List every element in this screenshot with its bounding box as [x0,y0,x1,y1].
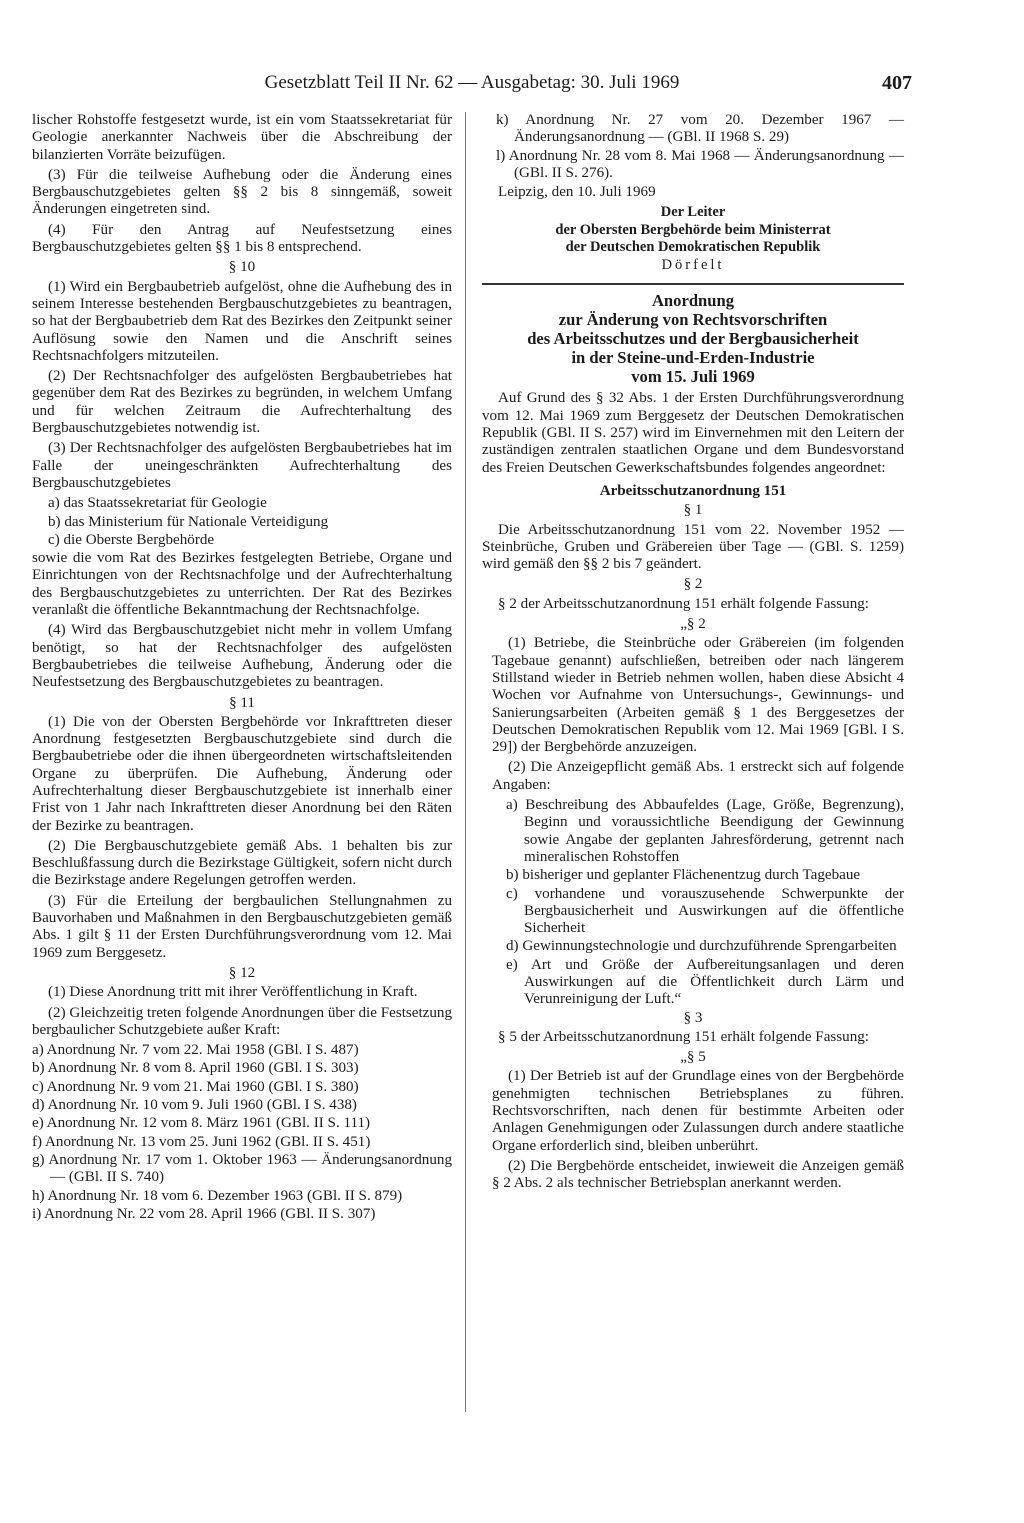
paragraph: (1) Der Betrieb ist auf der Grundlage eines von der Bergbehörde genehmigten technischen Betriebsplanes zu führen. Rechtsvorschriften, nach denen für bestimmte Arbeiten oder Anlagen Genehmigungen oder Zulassungen durch andere staatliche Organe erforderlich sind, bleiben unberührt. [492,1068,904,1154]
signature-line: der Deutschen Demokratischen Republik [565,239,821,256]
list-item: b) das Ministerium für Nationale Verteidigung [48,513,329,530]
enumeration-list [492,797,904,1009]
quoted-text [492,635,904,1008]
list-item: b) bisheriger und geplanter Flächenentzug durch Tagebaue [506,867,861,884]
paragraph: (1) Wird ein Bergbaubetrieb aufgelöst, ohne die Aufhebung des in seinem Interesse bestehenden Bergbauschutzgebietes zu beantragen, so hat der Bergbaubetrieb dem Rat des Bezirkes den Zeitpunkt seiner Auflösung sowie den Namen und die Anschrift seines Rechtsnachfolgers mitzuteilen. [32,278,452,364]
repealed-orders-list [32,1042,452,1223]
page-number: 407 [882,72,912,94]
list-item: f) Anordnung Nr. 13 vom 25. Juni 1962 (GBl. II S. 451) [32,1133,371,1150]
section-heading: § 2 [683,576,703,593]
paragraph: (1) Diese Anordnung tritt mit ihrer Veröffentlichung in Kraft. [48,984,418,1001]
list-item: b) Anordnung Nr. 8 vom 8. April 1960 (GBl. I S. 303) [32,1060,359,1077]
paragraph: (1) Betriebe, die Steinbrüche oder Gräbereien (im folgenden Tagebaue genannt) aufschließen, betreiben oder nach längerem Stillstand wieder in Betrieb nehmen wollen, haben diese Absicht 4 Wochen vor Aufnahme von Untersuchungs-, Gewinnungs- und Sanierungsarbeiten (Arbeiten gemäß § 1 des Berggesetzes der Deutschen Demokratischen Republik vom 12. Mai 1969 [GBl. I S. 29]) der Bergbehörde anzuzeigen. [492,635,904,756]
paragraph: (2) Der Rechtsnachfolger des aufgelösten Bergbaubetriebes hat gegenüber dem Rat des Bezirkes zu begründen, in welchem Umfang und für welchen Zeitraum die Aufrechterhaltung des Bergbauschutzgebietes notwendig ist. [32,368,452,437]
paragraph: sowie die vom Rat des Bezirkes festgelegten Betriebe, Organe und Einrichtungen von der Rechtsnachfolge und der Aufrechterhaltung des Bergbauschutzgebietes zu unterrichten. Der Rat des Bezirkes veranlaßt die öffentliche Bekanntmachung der Rechtsnachfolge. [32,550,452,619]
quoted-text [492,1068,904,1192]
signature-block [482,204,904,274]
paragraph: (2) Gleichzeitig treten folgende Anordnungen über die Festsetzung bergbaulicher Schutzgebiete außer Kraft: [32,1004,452,1038]
title-line: in der Steine-und-Erden-Industrie [571,348,815,368]
paragraph: Die Arbeitsschutzanordnung 151 vom 22. November 1952 — Steinbrüche, Gruben und Gräbereien über Tage — (GBl. S. 1259) wird gemäß den §§ 2 bis 7 geändert. [482,521,904,573]
left-column [32,112,452,1224]
signatory-name: Dörfelt [661,256,725,273]
list-item: e) Anordnung Nr. 12 vom 8. März 1961 (GBl. II S. 111) [32,1115,371,1132]
paragraph: (3) Für die teilweise Aufhebung oder die Änderung eines Bergbauschutzgebietes gelten §§ 2 bis 8 sinngemäß, soweit Änderungen eingetreten sind. [32,166,452,218]
paragraph: (3) Für die Erteilung der bergbaulichen Stellungnahmen zu Bauvorhaben und Maßnahmen in den Bergbauschutzgebieten gemäß Abs. 1 gilt § 11 der Ersten Durchführungsverordnung vom 12. Mai 1969 zum Berggesetz. [32,892,452,961]
column-divider [465,112,466,1412]
list-item: k) Anordnung Nr. 27 vom 20. Dezember 1967 — Änderungsanordnung — (GBl. II 1968 S. 29) [496,112,904,146]
paragraph: Auf Grund des § 32 Abs. 1 der Ersten Durchführungsverordnung vom 12. Mai 1969 zum Berggesetz der Deutschen Demokratischen Republik (GBl. II S. 257) wird im Einvernehmen mit den Leitern der zuständigen zentralen staatlichen Organe und dem Bundesvorstand des Freien Deutschen Gewerkschaftsbundes folgendes angeordnet: [482,390,904,476]
signature-line: Der Leiter [660,204,726,221]
section-heading: § 3 [683,1009,703,1026]
section-heading: § 1 [683,502,703,519]
section-heading: § 12 [228,964,256,981]
list-item: l) Anordnung Nr. 28 vom 8. Mai 1968 — Änderungsanordnung — (GBl. II S. 276). [496,147,904,181]
paragraph: § 2 der Arbeitsschutzanordnung 151 erhält folgende Fassung: [498,595,869,612]
list-item: a) das Staatssekretariat für Geologie [48,495,267,512]
section-heading: § 11 [229,694,255,711]
enumeration-list [48,495,452,549]
title-line: zur Änderung von Rechtsvorschriften [558,310,828,330]
paragraph: (2) Die Bergbauschutzgebiete gemäß Abs. 1 behalten bis zur Beschlußfassung durch die Bezirkstage Gültigkeit, sofern nicht durch die Bezirkstage andere Regelungen getroffen werden. [32,837,453,889]
list-item: c) vorhandene und vorauszusehende Schwerpunkte der Bergbausicherheit und Auswirkungen auf die öffentliche Sicherheit [506,885,904,937]
quoted-section-heading: „§ 5 [680,1049,706,1066]
repealed-orders-list-continued [496,112,904,182]
signature-line: der Obersten Bergbehörde beim Ministerrat [555,221,831,238]
paragraph: (4) Für den Antrag auf Neufestsetzung eines Bergbauschutzgebietes gelten §§ 1 bis 8 entsprechend. [32,221,452,256]
section-heading: § 10 [228,259,256,276]
separator-rule [482,283,904,285]
list-item: a) Anordnung Nr. 7 vom 22. Mai 1958 (GBl. I S. 487) [32,1042,359,1059]
ordinance-title [482,291,904,386]
paragraph: (2) Die Bergbehörde entscheidet, inwieweit die Anzeigen gemäß § 2 Abs. 2 als technischer Betriebsplan anerkannt werden. [492,1157,904,1192]
list-item: i) Anordnung Nr. 22 vom 28. April 1966 (GBl. II S. 307) [32,1205,376,1222]
list-item: h) Anordnung Nr. 18 vom 6. Dezember 1963 (GBl. II S. 879) [32,1187,403,1204]
list-item: a) Beschreibung des Abbaufeldes (Lage, Größe, Begrenzung), Beginn und voraussichtliche Beendigung der Gewinnung sowie Angabe der geplanten Jahresförderung, getrennt nach mineralischen Rohstoffen [506,797,904,865]
list-item: c) Anordnung Nr. 9 vom 21. Mai 1960 (GBl. I S. 380) [32,1078,359,1095]
subtitle: Arbeitsschutzanordnung 151 [599,482,787,499]
title-line: vom 15. Juli 1969 [631,367,755,387]
list-item: d) Gewinnungstechnologie und durchzuführende Sprengarbeiten [506,938,897,955]
title-line: Anordnung [651,291,735,311]
paragraph: (3) Der Rechtsnachfolger des aufgelösten Bergbaubetriebes hat im Falle der uneingeschränkten Aufrechterhaltung des Bergbauschutzgebietes [32,440,452,491]
header-title: Gesetzblatt Teil II Nr. 62 — Ausgabetag: 30. Juli 1969 [264,72,680,93]
paragraph: lischer Rohstoffe festgesetzt wurde, ist ein vom Staatssekretariat für Geologie anerkannter Nachweis über die Abschreibung der bilanzierten Vorräte beizufügen. [32,112,452,163]
quoted-section-heading: „§ 2 [680,616,706,633]
place-date: Leipzig, den 10. Juli 1969 [498,184,656,201]
list-item: d) Anordnung Nr. 10 vom 9. Juli 1960 (GBl. I S. 438) [32,1097,357,1114]
title-line: des Arbeitsschutzes und der Bergbausicherheit [527,329,859,349]
right-column [482,112,904,1196]
paragraph: § 5 der Arbeitsschutzanordnung 151 erhält folgende Fassung: [498,1028,869,1045]
paragraph: (1) Die von der Obersten Bergbehörde vor Inkrafttreten dieser Anordnung festgesetzten Bergbauschutzgebiete sind durch die Bergbaubetriebe oder die ihnen übergeordneten wirtschaftsleitenden Organe zu überprüfen. Die Aufhebung, Änderung oder Aufrechterhaltung dieser Bergbauschutzgebiete ist innerhalb einer Frist von 1 Jahr nach Inkrafttreten dieser Anordnung bei den Räten der Bezirke zu beantragen. [32,713,452,834]
list-item: c) die Oberste Bergbehörde [48,531,215,548]
paragraph: (2) Die Anzeigepflicht gemäß Abs. 1 erstreckt sich auf folgende Angaben: [492,759,904,793]
paragraph: (4) Wird das Bergbauschutzgebiet nicht mehr in vollem Umfang benötigt, so hat der Rechtsnachfolger des aufgelösten Bergbaubetriebes die teilweise Aufhebung, Änderung oder die Neufestsetzung des Bergbauschutzgebietes zu beantragen. [32,622,452,691]
page-header [32,70,912,96]
list-item: e) Art und Größe der Aufbereitungsanlagen und deren Auswirkungen auf die Öffentlichkeit durch Lärm und Verunreinigung der Luft.“ [506,956,904,1008]
list-item: g) Anordnung Nr. 17 vom 1. Oktober 1963 — Änderungsanordnung — (GBl. II S. 740) [32,1151,452,1186]
